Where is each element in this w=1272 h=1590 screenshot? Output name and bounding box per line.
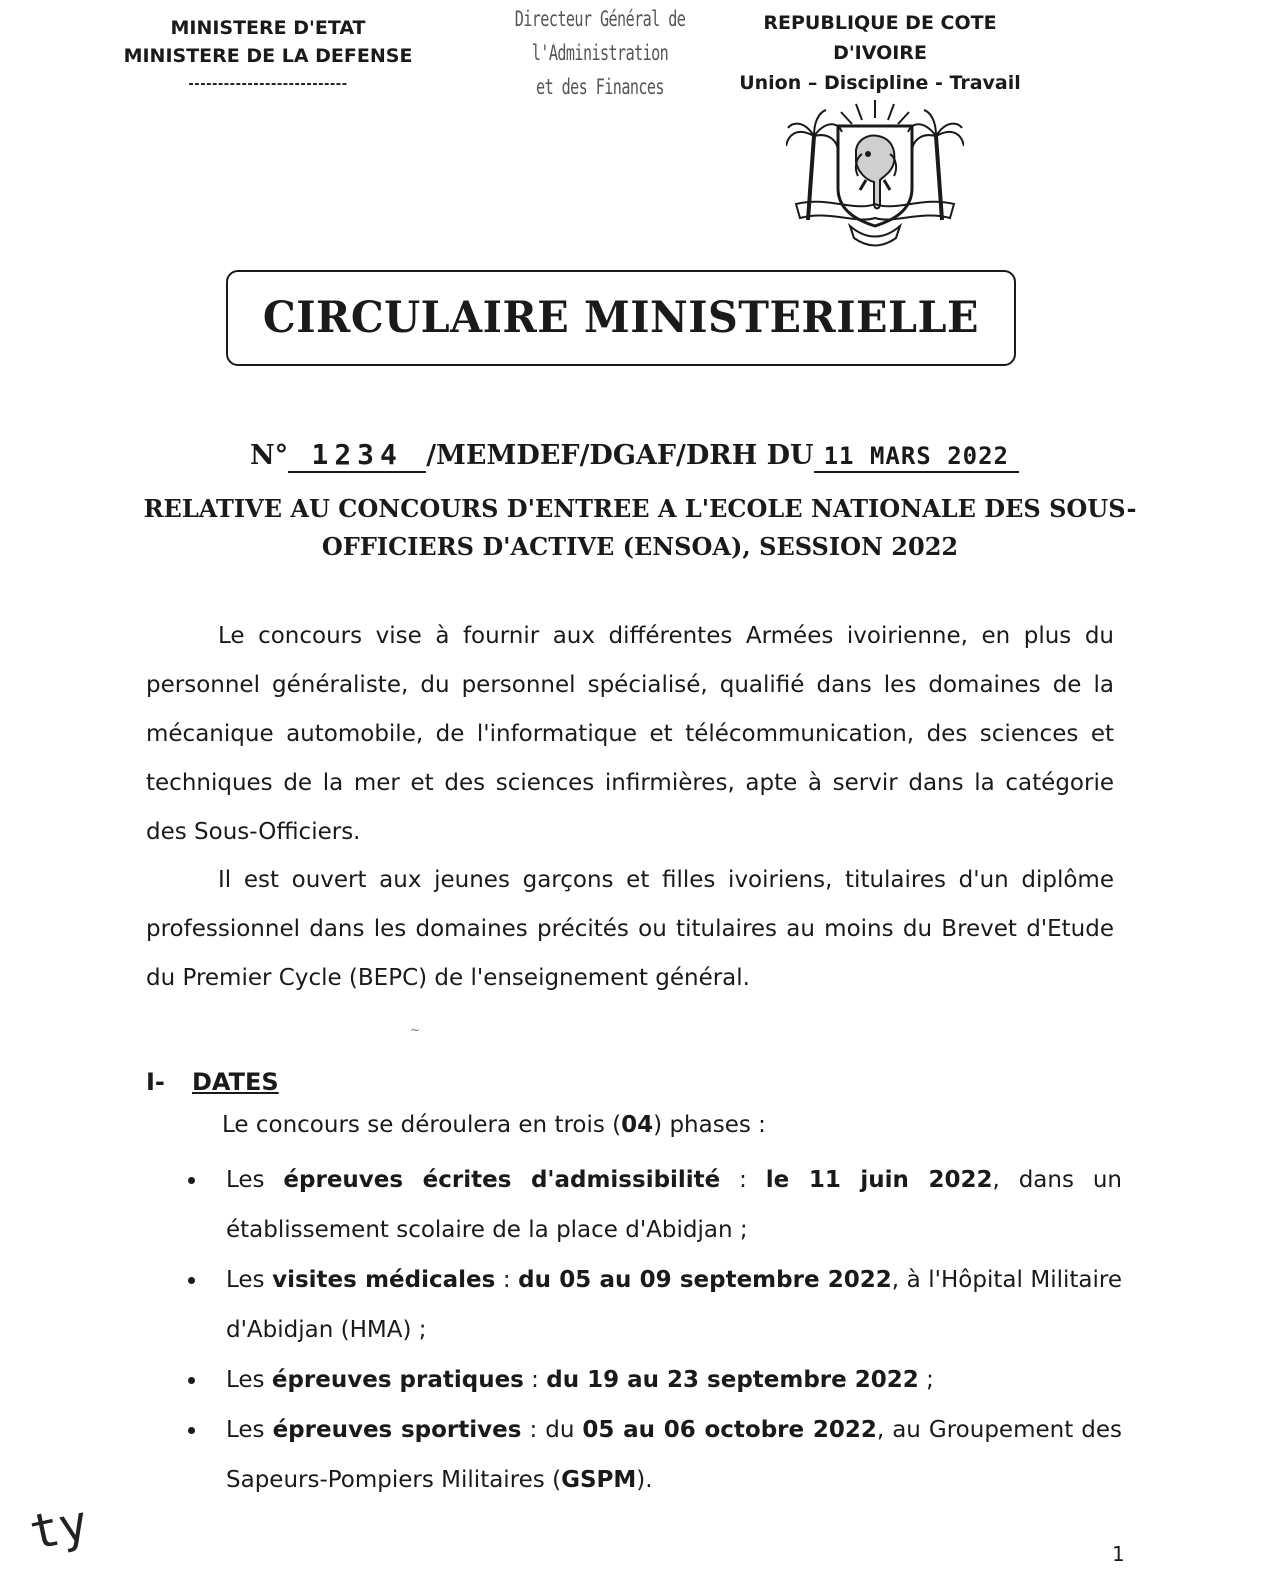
item-separator: : <box>495 1267 519 1293</box>
bullet-icon <box>188 1427 195 1434</box>
section-number: I- <box>146 1068 165 1096</box>
item-location: , dans un établissement scolaire de la place d'Abidjan ; <box>226 1167 1122 1243</box>
item-separator: : du <box>521 1417 583 1443</box>
reference-number: 1234 <box>311 438 403 471</box>
item-text: Les <box>226 1417 273 1443</box>
item-location: , à l'Hôpital Militaire d'Abidjan (HMA) ; <box>226 1267 1123 1343</box>
reference-suffix: /MEMDEF/DGAF/DRH DU <box>426 440 814 471</box>
ministry-header <box>118 14 418 94</box>
title-box <box>226 270 1016 366</box>
reference-prefix: N° <box>250 440 289 471</box>
circular-subject <box>140 490 1140 566</box>
item-separator: : <box>720 1167 766 1193</box>
item-location: , au Groupement des Sapeurs-Pompiers Militaires ( <box>226 1417 1122 1493</box>
item-end: ). <box>636 1467 653 1493</box>
republic-header <box>720 8 1040 98</box>
handwritten-initial: ty <box>24 1494 93 1562</box>
item-date: 05 au 06 octobre 2022 <box>582 1417 877 1443</box>
header-divider: --------------------------- <box>188 77 348 92</box>
intro-text: Le concours se déroulera en trois ( <box>222 1112 622 1138</box>
item-phase: épreuves écrites d'admissibilité <box>283 1167 721 1193</box>
phase-list <box>180 1155 1122 1505</box>
list-item <box>180 1155 1122 1255</box>
section-heading <box>146 1068 279 1096</box>
bullet-icon <box>188 1377 195 1384</box>
coat-of-arms-icon <box>786 92 964 248</box>
section-intro <box>222 1112 766 1138</box>
item-date: le 11 juin 2022 <box>765 1167 993 1193</box>
section-label: DATES <box>192 1068 279 1096</box>
item-phase: visites médicales <box>272 1267 496 1293</box>
ministry-line-1: MINISTERE D'ETAT <box>170 17 366 39</box>
ministry-line-2: MINISTERE DE LA DEFENSE <box>123 45 413 67</box>
handwritten-line-1: Directeur Général de l'Administration <box>514 7 686 65</box>
intro-count: 04 <box>621 1112 654 1138</box>
item-date: du 05 au 09 septembre 2022 <box>518 1267 892 1293</box>
list-item <box>180 1255 1122 1355</box>
bullet-icon <box>188 1277 195 1284</box>
handwritten-line-2: et des Finances <box>536 75 664 99</box>
item-acronym: GSPM <box>561 1467 637 1493</box>
item-separator: : <box>523 1367 547 1393</box>
list-item <box>180 1355 1122 1405</box>
reference-date: 11 MARS 2022 <box>823 442 1009 470</box>
handwritten-annotation <box>485 2 715 104</box>
item-date: du 19 au 23 septembre 2022 <box>546 1367 919 1393</box>
item-location: ; <box>918 1367 934 1393</box>
republic-name: REPUBLIQUE DE COTE D'IVOIRE <box>763 12 997 64</box>
intro-text-end: ) phases : <box>653 1112 766 1138</box>
bullet-icon <box>188 1177 195 1184</box>
ink-smudge: ~ <box>410 1023 421 1037</box>
item-text: Les <box>226 1367 272 1393</box>
item-text: Les <box>226 1167 284 1193</box>
subject-line-2: OFFICIERS D'ACTIVE (ENSOA), SESSION 2022 <box>321 532 959 561</box>
circular-reference <box>250 438 1050 473</box>
list-item <box>180 1405 1122 1505</box>
item-phase: épreuves sportives <box>272 1417 522 1443</box>
republic-motto: Union – Discipline - Travail <box>739 72 1021 94</box>
document-title: CIRCULAIRE MINISTERIELLE <box>262 293 979 343</box>
item-text: Les <box>226 1267 273 1293</box>
page-number: 1 <box>1112 1542 1125 1566</box>
paragraph-eligibility: Il est ouvert aux jeunes garçons et filles ivoiriens, titulaires d'un diplôme professionnel dans les domaines précités ou titulaires au moins du Brevet d'Etude du Premier Cycle (BEPC) de l'enseignement général. <box>146 867 1114 991</box>
paragraph-purpose: Le concours vise à fournir aux différentes Armées ivoirienne, en plus du personnel généraliste, du personnel spécialisé, qualifié dans les domaines de la mécanique automobile, de l'informatique et télécommunication, des sciences et techniques de la mer et des sciences infirmières, apte à servir dans la catégorie des Sous-Officiers. <box>146 623 1114 845</box>
item-phase: épreuves pratiques <box>271 1367 524 1393</box>
subject-line-1: RELATIVE AU CONCOURS D'ENTREE A L'ECOLE NATIONALE DES SOUS- <box>143 494 1137 523</box>
